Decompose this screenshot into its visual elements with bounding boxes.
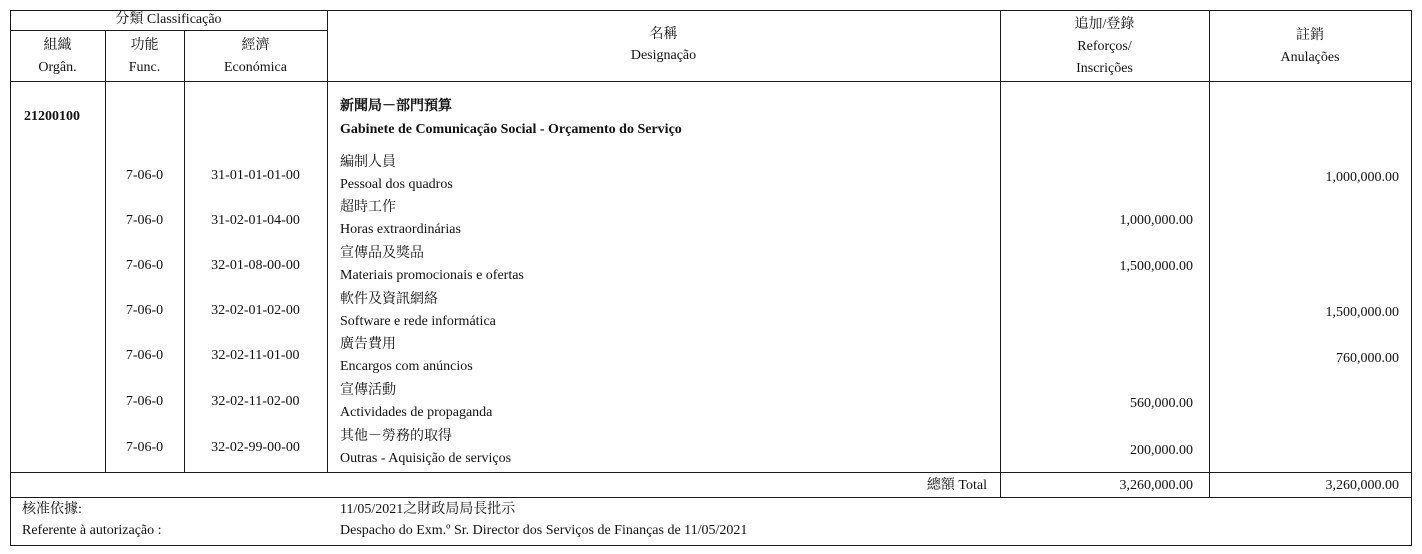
row-name-zh: 宣傳活動 <box>340 383 396 398</box>
header-bottom-line <box>10 81 1412 82</box>
row-name-pt: Actividades de propaganda <box>340 405 493 420</box>
row-name-zh: 編制人員 <box>340 155 396 170</box>
total-top-line <box>10 472 1412 473</box>
department-code: 21200100 <box>24 109 80 124</box>
row-name-zh: 其他－勞務的取得 <box>340 429 452 444</box>
row-economica: 32-02-01-02-00 <box>211 303 300 318</box>
col-divider-reforcos <box>1000 10 1001 497</box>
header-funcional-pt: Func. <box>128 60 161 75</box>
row-anulacoes: 1,500,000.00 <box>1325 305 1399 320</box>
header-anulacoes-zh: 註銷 <box>1296 28 1324 43</box>
classification-subheader-line <box>10 30 327 31</box>
row-economica: 32-02-11-01-00 <box>211 348 300 363</box>
row-name-pt: Pessoal dos quadros <box>340 177 453 192</box>
header-designacao-zh: 名稱 <box>649 27 678 42</box>
footer-label-zh: 核准依據: <box>22 502 82 517</box>
header-reforcos-zh: 追加/登錄 <box>1074 17 1135 32</box>
border-left <box>10 10 11 546</box>
row-name-pt: Encargos com anúncios <box>340 359 473 374</box>
row-reforcos: 560,000.00 <box>1130 396 1193 411</box>
border-right <box>1411 10 1412 546</box>
row-economica: 31-02-01-04-00 <box>211 213 300 228</box>
row-funcional: 7-06-0 <box>125 168 164 183</box>
row-anulacoes: 760,000.00 <box>1336 351 1399 366</box>
row-funcional: 7-06-0 <box>125 394 164 409</box>
total-anulacoes: 3,260,000.00 <box>1325 478 1399 493</box>
row-name-pt: Materiais promocionais e ofertas <box>340 268 524 283</box>
row-name-pt: Software e rede informática <box>340 314 496 329</box>
row-name-zh: 宣傳品及獎品 <box>340 246 424 261</box>
header-reforcos-pt1: Reforços/ <box>1077 39 1132 54</box>
row-funcional: 7-06-0 <box>125 213 164 228</box>
header-classificacao: 分類 Classificação <box>115 12 222 27</box>
department-name-pt: Gabinete de Comunicação Social - Orçamento do Serviço <box>340 122 682 137</box>
footer-text-zh: 11/05/2021之財政局局長批示 <box>340 502 516 517</box>
row-reforcos: 1,000,000.00 <box>1119 213 1193 228</box>
row-economica: 32-01-08-00-00 <box>211 258 300 273</box>
total-reforcos: 3,260,000.00 <box>1119 478 1193 493</box>
footer-label-pt: Referente à autorização : <box>22 523 162 538</box>
header-funcional-zh: 功能 <box>130 38 159 53</box>
row-reforcos: 1,500,000.00 <box>1119 259 1193 274</box>
row-name-zh: 軟件及資訊網絡 <box>340 292 438 307</box>
header-designacao-pt: Designação <box>630 48 697 63</box>
header-organica-pt: Orgân. <box>38 60 77 75</box>
row-reforcos: 200,000.00 <box>1130 443 1193 458</box>
border-bottom <box>10 545 1412 546</box>
row-name-pt: Horas extraordinárias <box>340 222 461 237</box>
footer-text-pt: Despacho do Exm.º Sr. Director dos Serviços de Finanças de 11/05/2021 <box>340 523 748 538</box>
row-funcional: 7-06-0 <box>125 258 164 273</box>
header-organica-zh: 組織 <box>43 38 72 53</box>
total-label: 總額 Total <box>926 478 987 493</box>
row-name-pt: Outras - Aquisição de serviços <box>340 451 512 466</box>
department-name-zh: 新聞局－部門預算 <box>340 99 452 114</box>
header-anulacoes-pt: Anulações <box>1280 50 1340 65</box>
row-economica: 32-02-99-00-00 <box>211 440 300 455</box>
row-name-zh: 廣告費用 <box>340 337 396 352</box>
header-economica-pt: Económica <box>224 60 287 75</box>
row-funcional: 7-06-0 <box>125 303 164 318</box>
total-bottom-line <box>10 497 1412 498</box>
row-economica: 32-02-11-02-00 <box>211 394 300 409</box>
row-funcional: 7-06-0 <box>125 440 164 455</box>
row-name-zh: 超時工作 <box>340 200 396 215</box>
col-divider-name <box>327 10 328 472</box>
col-divider-anulacoes <box>1209 10 1210 497</box>
row-anulacoes: 1,000,000.00 <box>1325 170 1399 185</box>
row-economica: 31-01-01-01-00 <box>211 168 300 183</box>
header-reforcos-pt2: Inscrições <box>1076 61 1133 76</box>
row-funcional: 7-06-0 <box>125 348 164 363</box>
header-economica-zh: 經濟 <box>241 38 270 53</box>
